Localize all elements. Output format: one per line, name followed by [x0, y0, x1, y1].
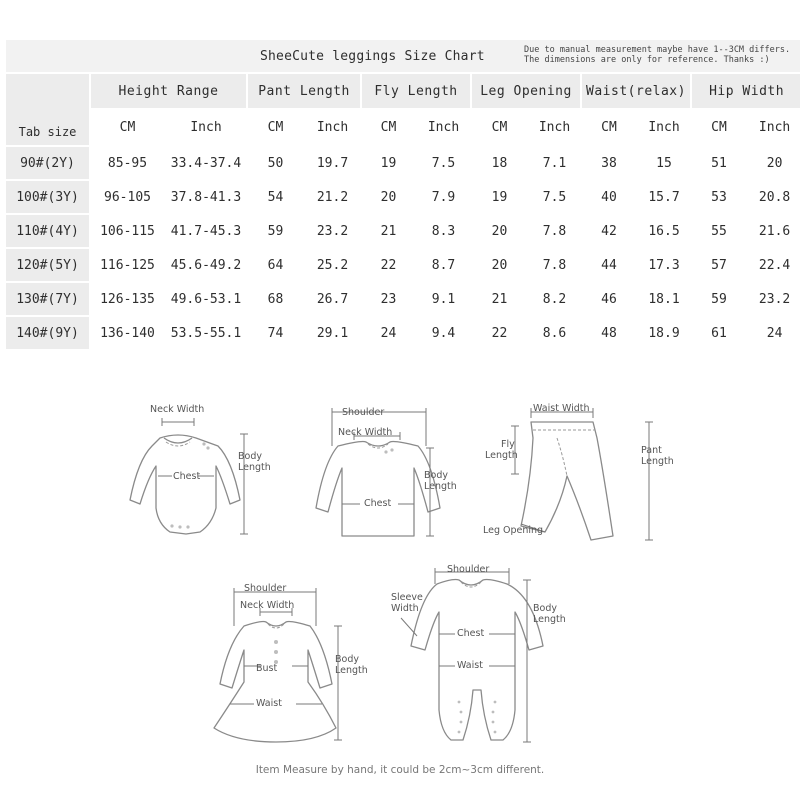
size-cell: 140#(9Y): [5, 316, 90, 350]
measurement-cell: 126-135: [90, 282, 165, 316]
header-leg-opening: Leg Opening: [471, 73, 581, 109]
header-hip-width: Hip Width: [691, 73, 800, 109]
measurement-cell: 8.3: [416, 214, 471, 248]
note-line-1: Due to manual measurement maybe have 1--3CM differs.: [524, 45, 791, 55]
top-neck-width-label: Neck Width: [338, 427, 393, 438]
measurement-cell: 51: [691, 146, 747, 180]
title-cell: [5, 39, 800, 73]
header-pant-length: Pant Length: [247, 73, 361, 109]
measurement-cell: 8.7: [416, 248, 471, 282]
measurement-cell: 50: [247, 146, 304, 180]
measurement-cell: 21: [361, 214, 416, 248]
measurement-cell: 20.8: [747, 180, 800, 214]
measurement-cell: 15.7: [637, 180, 691, 214]
dress-bust-label: Bust: [256, 663, 278, 674]
title-row: [5, 39, 800, 73]
dress-body-length-label-1: Body: [335, 654, 359, 665]
measurement-cell: 29.1: [304, 316, 361, 350]
size-chart-table: [4, 38, 800, 351]
measurement-cell: 45.6-49.2: [165, 248, 247, 282]
measurement-note: [524, 45, 790, 65]
measurement-cell: 21.2: [304, 180, 361, 214]
size-row: [5, 316, 800, 350]
size-row: [5, 180, 800, 214]
measurement-cell: 53: [691, 180, 747, 214]
unit-cm: CM: [361, 109, 416, 146]
category-row: [5, 73, 800, 109]
unit-cm: CM: [581, 109, 637, 146]
measurement-cell: 19: [471, 180, 528, 214]
measurement-cell: 19.7: [304, 146, 361, 180]
unit-inch: Inch: [528, 109, 581, 146]
measurement-cell: 19: [361, 146, 416, 180]
measurement-cell: 23: [361, 282, 416, 316]
size-row: [5, 146, 800, 180]
bodysuit-body-length-label-1: Body: [238, 451, 262, 462]
unit-cm: CM: [471, 109, 528, 146]
pants-leg-opening-label: Leg Opening: [483, 525, 544, 536]
measurement-cell: 74: [247, 316, 304, 350]
unit-row: [5, 109, 800, 146]
pants-pant-length-label-2: Length: [641, 456, 674, 467]
measurement-cell: 38: [581, 146, 637, 180]
measurement-cell: 7.9: [416, 180, 471, 214]
measurement-cell: 23.2: [747, 282, 800, 316]
measurement-cell: 22.4: [747, 248, 800, 282]
measurement-cell: 49.6-53.1: [165, 282, 247, 316]
measurement-cell: 16.5: [637, 214, 691, 248]
romper-illustration: [385, 560, 585, 755]
measurement-footer-note: Item Measure by hand, it could be 2cm~3cm different.: [255, 764, 545, 776]
measurement-cell: 22: [471, 316, 528, 350]
measurement-cell: 20: [747, 146, 800, 180]
unit-cm: CM: [90, 109, 165, 146]
measurement-cell: 53.5-55.1: [165, 316, 247, 350]
measurement-cell: 116-125: [90, 248, 165, 282]
romper-body-length-label-1: Body: [533, 603, 557, 614]
measurement-cell: 136-140: [90, 316, 165, 350]
measurement-cell: 55: [691, 214, 747, 248]
measurement-cell: 96-105: [90, 180, 165, 214]
note-line-2: The dimensions are only for reference. Thanks :): [524, 55, 770, 65]
unit-inch: Inch: [637, 109, 691, 146]
tab-size-header: Tab size: [5, 73, 90, 146]
measurement-cell: 64: [247, 248, 304, 282]
bodysuit-neck-width-label: Neck Width: [150, 404, 205, 415]
size-cell: 100#(3Y): [5, 180, 90, 214]
unit-inch: Inch: [304, 109, 361, 146]
romper-waist-label: Waist: [457, 660, 483, 671]
measurement-cell: 54: [247, 180, 304, 214]
measurement-cell: 20: [471, 248, 528, 282]
measurement-cell: 40: [581, 180, 637, 214]
bodysuit-diagram: [100, 400, 280, 550]
measurement-cell: 17.3: [637, 248, 691, 282]
dress-waist-label: Waist: [256, 698, 282, 709]
top-body-length-label-2: Length: [424, 481, 457, 492]
measurement-cell: 9.4: [416, 316, 471, 350]
measurement-cell: 26.7: [304, 282, 361, 316]
bodysuit-body-length-label-2: Length: [238, 462, 271, 473]
unit-inch: Inch: [416, 109, 471, 146]
measurement-cell: 106-115: [90, 214, 165, 248]
size-cell: 130#(7Y): [5, 282, 90, 316]
measurement-cell: 48: [581, 316, 637, 350]
measurement-cell: 8.2: [528, 282, 581, 316]
measurement-cell: 33.4-37.4: [165, 146, 247, 180]
measurement-cell: 22: [361, 248, 416, 282]
romper-sleeve-width-label-2: Width: [391, 603, 419, 614]
measurement-cell: 85-95: [90, 146, 165, 180]
measurement-cell: 59: [691, 282, 747, 316]
measurement-cell: 46: [581, 282, 637, 316]
dress-shoulder-label: Shoulder: [244, 583, 287, 594]
measurement-cell: 57: [691, 248, 747, 282]
size-cell: 90#(2Y): [5, 146, 90, 180]
unit-inch: Inch: [747, 109, 800, 146]
dress-neck-width-label: Neck Width: [240, 600, 295, 611]
measurement-cell: 9.1: [416, 282, 471, 316]
measurement-cell: 18.1: [637, 282, 691, 316]
romper-sleeve-width-label-1: Sleeve: [391, 592, 423, 603]
measurement-cell: 21: [471, 282, 528, 316]
dress-body-length-label-2: Length: [335, 665, 368, 676]
header-fly-length: Fly Length: [361, 73, 471, 109]
bodysuit-chest-label: Chest: [173, 471, 201, 482]
chart-title: SheeCute leggings Size Chart: [260, 49, 485, 64]
romper-chest-label: Chest: [457, 628, 485, 639]
romper-diagram: [385, 560, 585, 755]
measurement-cell: 24: [747, 316, 800, 350]
pants-fly-length-label-2: Length: [485, 450, 518, 461]
size-row: [5, 214, 800, 248]
size-row: [5, 282, 800, 316]
measurement-cell: 20: [471, 214, 528, 248]
pants-pant-length-label-1: Pant: [641, 445, 662, 456]
measurement-cell: 37.8-41.3: [165, 180, 247, 214]
measurement-cell: 7.8: [528, 214, 581, 248]
top-chest-label: Chest: [364, 498, 392, 509]
size-cell: 110#(4Y): [5, 214, 90, 248]
pants-diagram: [475, 400, 695, 550]
top-shoulder-label: Shoulder: [342, 407, 385, 418]
measurement-cell: 68: [247, 282, 304, 316]
measurement-cell: 7.8: [528, 248, 581, 282]
unit-cm: CM: [691, 109, 747, 146]
measurement-cell: 24: [361, 316, 416, 350]
dress-diagram: [200, 578, 380, 753]
measurement-cell: 42: [581, 214, 637, 248]
size-rows: [5, 146, 800, 350]
measurement-cell: 59: [247, 214, 304, 248]
measurement-cell: 25.2: [304, 248, 361, 282]
romper-shoulder-label: Shoulder: [447, 564, 490, 575]
unit-inch: Inch: [165, 109, 247, 146]
measurement-cell: 44: [581, 248, 637, 282]
top-diagram: [300, 400, 470, 550]
unit-cm: CM: [247, 109, 304, 146]
measurement-cell: 20: [361, 180, 416, 214]
size-cell: 120#(5Y): [5, 248, 90, 282]
measurement-cell: 41.7-45.3: [165, 214, 247, 248]
measurement-cell: 61: [691, 316, 747, 350]
measurement-cell: 23.2: [304, 214, 361, 248]
pants-waist-width-label: Waist Width: [533, 403, 590, 414]
header-height-range: Height Range: [90, 73, 247, 109]
measurement-cell: 18.9: [637, 316, 691, 350]
measurement-cell: 15: [637, 146, 691, 180]
top-body-length-label-1: Body: [424, 470, 448, 481]
measurement-cell: 7.5: [416, 146, 471, 180]
measurement-cell: 7.1: [528, 146, 581, 180]
measurement-cell: 21.6: [747, 214, 800, 248]
measurement-cell: 8.6: [528, 316, 581, 350]
measurement-cell: 7.5: [528, 180, 581, 214]
measurement-cell: 18: [471, 146, 528, 180]
size-row: [5, 248, 800, 282]
romper-body-length-label-2: Length: [533, 614, 566, 625]
header-waist: Waist(relax): [581, 73, 691, 109]
pants-fly-length-label-1: Fly: [501, 439, 515, 450]
